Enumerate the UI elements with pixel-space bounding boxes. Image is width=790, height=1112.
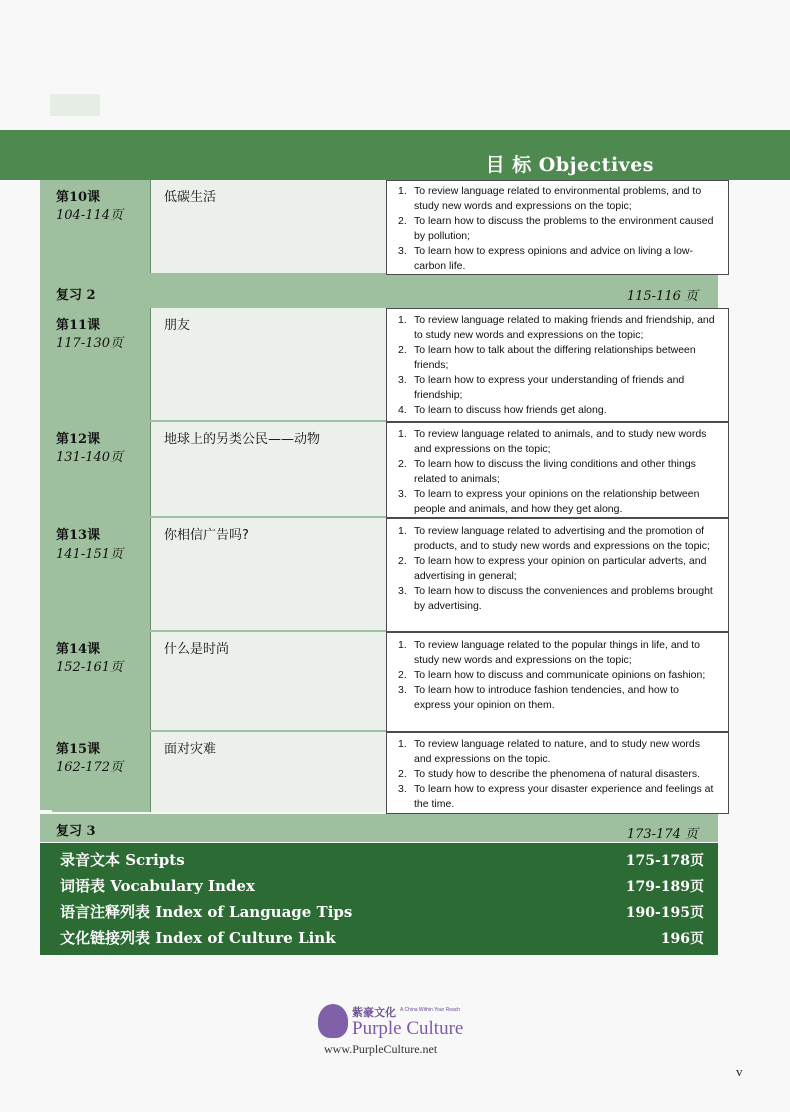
lesson-pages: 131-140页 — [56, 450, 124, 465]
objective-item: 3. To learn how to express opinions and advice on living a low-carbon life. — [398, 245, 693, 272]
page-number: v — [736, 1064, 743, 1079]
lesson-title: 什么是时尚 — [164, 642, 230, 657]
review-label: 复习 2 — [56, 288, 96, 303]
objective-item: 2. To study how to describe the phenomena of natural disasters. — [398, 768, 701, 780]
objectives-list — [392, 313, 718, 418]
objective-item: 1. To review language related to making friends and friendship, and to study new words and expressions on the topic; — [398, 314, 715, 341]
objective-item: 1. To review language related to advertising and the promotion of products, and to study new words and expressions on the topic; — [398, 525, 710, 552]
appendix-item-label: 录音文本 Scripts — [60, 851, 185, 869]
appendix-item[interactable] — [60, 873, 704, 899]
lesson-pages: 152-161页 — [56, 660, 124, 675]
objective-item: 1. To review language related to animals, and to study new words and expressions on the topic; — [398, 428, 707, 455]
appendix-item-pages: 179-189页 — [625, 879, 704, 895]
logo-chinese-name: 紫豪文化 — [352, 1006, 396, 1019]
appendix-item-label: 语言注释列表 Index of Language Tips — [60, 903, 353, 921]
objective-item: 1. To review language related to environmental problems, and to study new words and expressions on the topic; — [398, 185, 702, 212]
lesson-title: 你相信广告吗? — [164, 528, 249, 543]
review-row — [40, 814, 718, 842]
lesson-pages: 141-151页 — [56, 547, 124, 562]
lesson-number: 第11课 — [56, 318, 101, 333]
appendix-item-pages: 190-195页 — [625, 905, 704, 921]
objective-item: 2. To learn how to discuss and communicate opinions on fashion; — [398, 669, 706, 681]
appendix-item-pages: 196页 — [660, 931, 704, 947]
objective-item: 2. To learn how to discuss the living conditions and other things related to animals; — [398, 458, 696, 485]
objective-item: 4. To learn to discuss how friends get along. — [398, 404, 607, 416]
logo-brand: Purple Culture — [352, 1018, 464, 1039]
purple-culture-logo-icon — [318, 1004, 348, 1038]
objective-item: 3. To learn how to express your disaster experience and feelings at the time. — [398, 783, 714, 810]
objectives-list — [392, 638, 718, 713]
lesson-title: 低碳生活 — [164, 190, 217, 205]
lesson-title: 朋友 — [164, 318, 191, 333]
objective-item: 3. To learn to express your opinions on the relationship between people and animals, and how they get along. — [398, 488, 700, 515]
lesson-pages: 104-114页 — [56, 208, 124, 223]
objective-item: 2. To learn how to express your opinion on particular adverts, and advertising in general; — [398, 555, 707, 582]
review-label: 复习 3 — [56, 824, 96, 839]
objective-item: 2. To learn how to talk about the differing relationships between friends; — [398, 344, 696, 371]
appendix-item[interactable] — [60, 899, 704, 925]
lesson-title: 面对灾难 — [164, 742, 217, 757]
lesson-number: 第10课 — [56, 190, 101, 205]
logo-tagline: A China Within Your Reach — [400, 1007, 461, 1013]
objective-item: 3. To learn how to introduce fashion tendencies, and how to express your opinion on them. — [398, 684, 680, 711]
lesson-title: 地球上的另类公民——动物 — [164, 432, 321, 447]
objective-item: 1. To review language related to nature, and to study new words and expressions on the topic. — [398, 738, 701, 765]
review-pages: 115-116 页 — [626, 289, 698, 304]
appendix-item-label: 文化链接列表 Index of Culture Link — [60, 929, 336, 947]
lesson-number: 第12课 — [56, 432, 101, 447]
objective-item: 3. To learn how to express your understanding of friends and friendship; — [398, 374, 685, 401]
objective-item: 3. To learn how to discuss the conveniences and problems brought by advertising. — [398, 585, 713, 612]
lesson-number: 第14课 — [56, 642, 101, 657]
review-row — [40, 278, 718, 306]
objectives-list — [392, 184, 718, 274]
objective-item: 1. To review language related to the popular things in life, and to study new words and expressions on the topic; — [398, 639, 701, 666]
lesson-number: 第13课 — [56, 528, 101, 543]
appendix-index-panel — [40, 843, 718, 955]
objectives-list — [392, 524, 718, 614]
objectives-header-band — [0, 130, 790, 180]
review-pages: 173-174 页 — [626, 827, 698, 842]
objective-item: 2. To learn how to discuss the problems to the environment caused by pollution; — [398, 215, 714, 242]
objectives-title: 目 标 Objectives — [485, 154, 654, 176]
appendix-item[interactable] — [60, 925, 704, 951]
purple-culture-watermark — [318, 1004, 498, 1060]
objectives-list — [392, 427, 718, 517]
logo-url: www.PurpleCulture.net — [324, 1042, 438, 1056]
lesson-number: 第15课 — [56, 742, 101, 757]
appendix-item[interactable] — [60, 847, 704, 873]
lesson-pages: 162-172页 — [56, 760, 124, 775]
appendix-item-pages: 175-178页 — [625, 853, 704, 869]
appendix-item-label: 词语表 Vocabulary Index — [60, 877, 255, 895]
faded-header-decoration — [50, 94, 100, 116]
lesson-pages: 117-130页 — [56, 336, 124, 351]
objectives-list — [392, 737, 718, 812]
